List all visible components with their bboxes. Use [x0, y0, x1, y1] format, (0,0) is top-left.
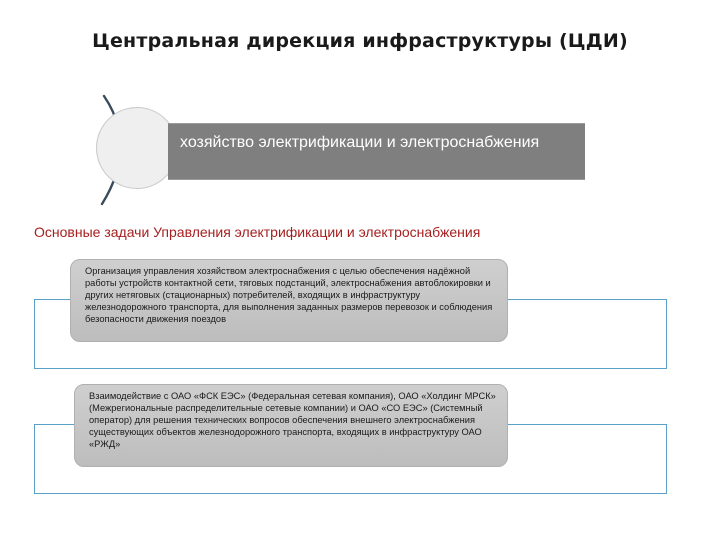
tasks-heading: Основные задачи Управления электрификации и электроснабжения: [34, 224, 481, 240]
task-card-1: Организация управления хозяйством электроснабжения с целью обеспечения надёжной работы устройств контактной сети, тяговых подстанций, электроснабжения автоблокировки и других нетяговых (стационарных) потребителей, входящих в инфраструктуру железнодорожного транспорта, для выполнения заданных размеров перевозок и соблюдения безопасности движения поездов: [70, 259, 508, 342]
slide-title: Центральная дирекция инфраструктуры (ЦДИ): [92, 30, 628, 52]
task-card-2: Взаимодействие с ОАО «ФСК ЕЭС» (Федеральная сетевая компания), ОАО «Холдинг МРСК» (Межрегиональные распределительные сетевые компании) и ОАО «СО ЕЭС» (Системный оператор) для решения технических вопросов обеспечения внешнего электроснабжения существующих объектов железнодорожного транспорта, входящих в инфраструктуру ОАО «РЖД»: [74, 384, 508, 467]
section-banner: хозяйство электрификации и электроснабжения: [168, 123, 585, 180]
circle-decoration: [96, 107, 178, 189]
